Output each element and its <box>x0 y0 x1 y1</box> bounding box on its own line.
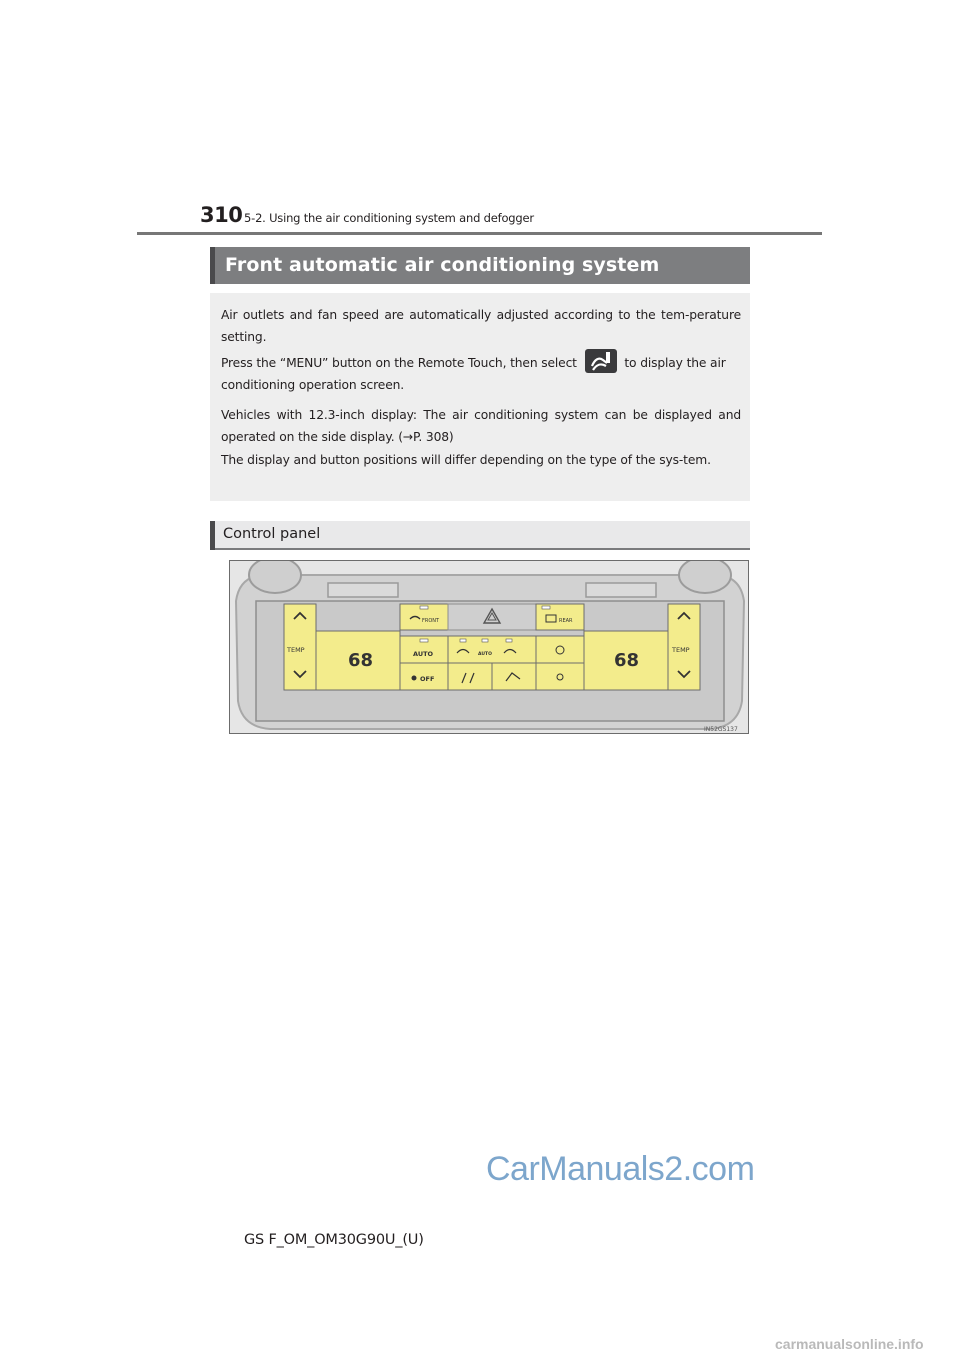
rear-indicator <box>542 606 550 609</box>
intro-paragraph-1: Air outlets and fan speed are automatically adjusted according to the tem-perature setting. <box>221 308 741 344</box>
watermark-bottom: carmanualsonline.info <box>775 1336 924 1352</box>
auto-small-label: AUTO <box>478 652 492 657</box>
section-title-bar <box>210 247 750 284</box>
image-code: IN52GS137 <box>704 726 738 733</box>
right-temp-label: TEMP <box>672 646 690 654</box>
left-slot <box>328 583 398 597</box>
front-indicator <box>420 606 428 609</box>
section-title: 5-2. Using the air conditioning system and defogger <box>244 211 534 225</box>
subheading: Control panel <box>223 526 321 542</box>
auto-indicator <box>420 639 428 642</box>
page-title: Front automatic air conditioning system <box>225 254 660 276</box>
subheading-accent <box>210 521 215 550</box>
air-conditioning-menu-icon <box>585 349 617 373</box>
intro-paragraph-4: The display and button positions will differ depending on the type of the sys-tem. <box>221 453 711 467</box>
intro-p2-before: Press the “MENU” button on the Remote Touch, then select <box>221 356 577 370</box>
control-panel-illustration <box>229 560 749 734</box>
fan-off-icon <box>412 676 417 681</box>
subheading-bar <box>210 521 750 550</box>
control-panel-drawing <box>230 561 749 734</box>
off-label: OFF <box>420 675 435 683</box>
watermark-logo: CarManuals2.com <box>486 1150 755 1188</box>
recirc-indicator-1 <box>460 639 466 642</box>
title-accent <box>210 247 215 284</box>
left-temp-label: TEMP <box>287 646 305 654</box>
page-number: 310 <box>200 203 243 227</box>
header-rule <box>137 232 822 235</box>
front-label: FRONT <box>422 618 440 624</box>
recirc-indicator-2 <box>482 639 488 642</box>
right-knob <box>679 561 731 593</box>
intro-paragraph-2 <box>221 349 741 396</box>
intro-p2-after: to display the air conditioning operation screen. <box>221 356 726 392</box>
left-temp-value: 68 <box>348 650 374 671</box>
footer-code: GS F_OM_OM30G90U_(U) <box>244 1232 424 1248</box>
intro-box <box>210 293 750 501</box>
left-knob <box>249 561 301 593</box>
recirc-indicator-3 <box>506 639 512 642</box>
right-temp-value: 68 <box>614 650 640 671</box>
intro-paragraph-3: Vehicles with 12.3-inch display: The air conditioning system can be displayed and operated on the side display. (→P. 308) <box>221 408 741 444</box>
auto-label: AUTO <box>413 650 434 658</box>
right-slot <box>586 583 656 597</box>
rear-label: REAR <box>559 618 573 624</box>
